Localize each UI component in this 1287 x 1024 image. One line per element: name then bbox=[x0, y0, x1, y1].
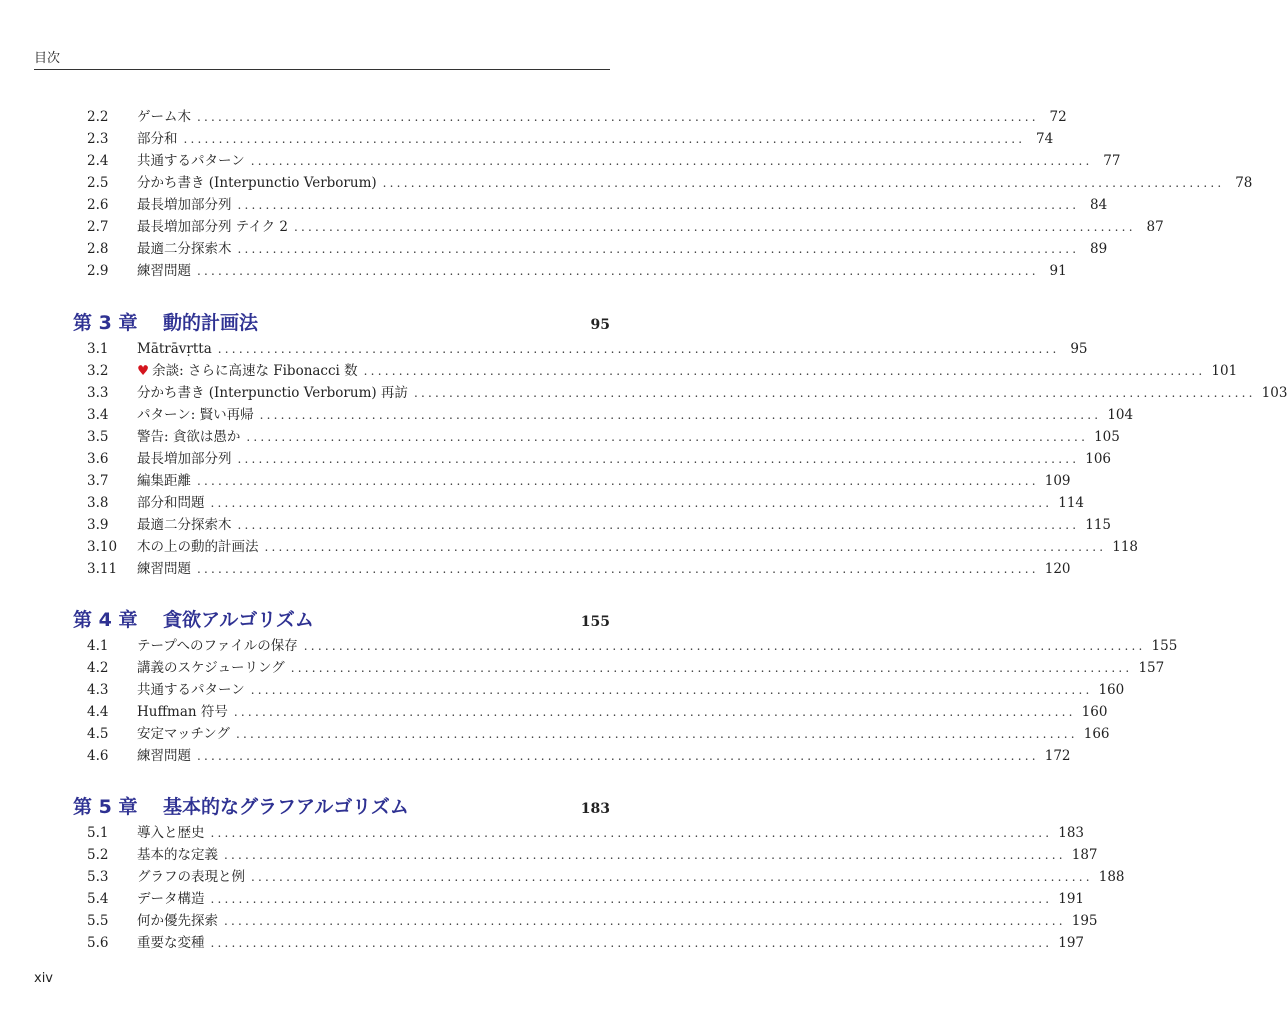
leader-dots: ........................................................................................................................ bbox=[197, 562, 1039, 576]
entry-number: 3.9 bbox=[87, 517, 109, 533]
entry-number: 5.6 bbox=[87, 935, 109, 951]
entry-number: 4.4 bbox=[87, 704, 109, 720]
entry-page: 166 bbox=[1083, 726, 1110, 742]
entry-number: 3.2 bbox=[87, 363, 109, 379]
entry-page: 157 bbox=[1138, 660, 1165, 676]
entry-title: 練習問題 bbox=[137, 561, 191, 577]
leader-dots: ........................................................................................................................ bbox=[197, 264, 1039, 278]
toc-entry[interactable] bbox=[87, 845, 1098, 865]
toc-entry[interactable] bbox=[87, 261, 1067, 281]
chapter-label: 第 5 章 bbox=[73, 796, 138, 818]
entry-page: 188 bbox=[1098, 869, 1125, 885]
entry-title: 警告: 貪欲は愚か bbox=[137, 429, 241, 445]
entry-title: 基本的な定義 bbox=[137, 847, 218, 863]
entry-page: 118 bbox=[1112, 539, 1139, 555]
entry-page: 172 bbox=[1044, 748, 1071, 764]
running-header: 目次 bbox=[34, 47, 610, 70]
chapter-heading[interactable] bbox=[73, 792, 610, 818]
leader-dots: ........................................................................................................................ bbox=[246, 430, 1089, 444]
entry-number: 3.6 bbox=[87, 451, 109, 467]
toc-entry[interactable] bbox=[87, 636, 1178, 656]
entry-page: 84 bbox=[1090, 197, 1108, 213]
leader-dots: ........................................................................................................................ bbox=[293, 220, 1136, 234]
toc-entry[interactable] bbox=[87, 889, 1085, 909]
entry-number: 3.8 bbox=[87, 495, 109, 511]
entry-page: 109 bbox=[1044, 473, 1071, 489]
entry-title: グラフの表現と例 bbox=[137, 869, 245, 885]
entry-number: 5.1 bbox=[87, 825, 109, 841]
leader-dots: ........................................................................................................................ bbox=[197, 110, 1039, 124]
toc-entry[interactable] bbox=[87, 471, 1071, 491]
entry-number: 4.5 bbox=[87, 726, 109, 742]
toc-entry[interactable] bbox=[87, 107, 1067, 127]
entry-page: 77 bbox=[1103, 153, 1121, 169]
leader-dots: ........................................................................................................................ bbox=[224, 914, 1066, 928]
entry-title: 部分和問題 bbox=[137, 495, 205, 511]
leader-dots: ........................................................................................................................ bbox=[363, 364, 1206, 378]
leader-dots: ........................................................................................................................ bbox=[237, 242, 1080, 256]
chapter-heading[interactable] bbox=[73, 605, 610, 631]
entry-page: 91 bbox=[1049, 263, 1067, 279]
toc-entry[interactable] bbox=[87, 537, 1139, 557]
entry-page: 104 bbox=[1107, 407, 1134, 423]
entry-page: 160 bbox=[1098, 682, 1125, 698]
leader-dots: ........................................................................................................................ bbox=[197, 474, 1039, 488]
entry-page: 197 bbox=[1058, 935, 1085, 951]
chapter-label: 第 3 章 bbox=[73, 312, 138, 334]
entry-number: 3.4 bbox=[87, 407, 109, 423]
entry-title: 講義のスケジューリング bbox=[137, 660, 285, 676]
chapter-page: 183 bbox=[580, 801, 610, 817]
leader-dots: ........................................................................................................................ bbox=[259, 408, 1102, 422]
toc-entry[interactable] bbox=[87, 933, 1085, 953]
entry-page: 74 bbox=[1036, 131, 1054, 147]
page-number: xiv bbox=[34, 971, 53, 986]
toc-entry[interactable] bbox=[87, 195, 1108, 215]
entry-number: 2.9 bbox=[87, 263, 109, 279]
entry-title: 最長増加部分列 テイク 2 bbox=[137, 219, 288, 235]
entry-number: 3.5 bbox=[87, 429, 109, 445]
entry-number: 4.1 bbox=[87, 638, 109, 654]
toc-entry[interactable] bbox=[87, 724, 1110, 744]
toc-entry[interactable] bbox=[87, 823, 1085, 843]
toc-entry[interactable] bbox=[87, 515, 1112, 535]
entry-title: 共通するパターン bbox=[137, 153, 245, 169]
entry-title: 練習問題 bbox=[137, 263, 191, 279]
leader-dots: ........................................................................................................................ bbox=[210, 826, 1053, 840]
toc-entry[interactable] bbox=[87, 361, 1238, 381]
chapter-heading[interactable] bbox=[73, 308, 610, 334]
toc-entry[interactable] bbox=[87, 405, 1134, 425]
toc-entry[interactable] bbox=[87, 559, 1071, 579]
toc-entry[interactable] bbox=[87, 680, 1125, 700]
toc-entry[interactable] bbox=[87, 217, 1164, 237]
entry-number: 2.4 bbox=[87, 153, 109, 169]
entry-page: 183 bbox=[1058, 825, 1085, 841]
entry-title: Mātrāvṛtta bbox=[137, 341, 212, 357]
entry-number: 2.3 bbox=[87, 131, 109, 147]
entry-page: 101 bbox=[1211, 363, 1238, 379]
entry-page: 78 bbox=[1235, 175, 1253, 191]
toc-entry[interactable] bbox=[87, 911, 1098, 931]
leader-dots: ........................................................................................................................ bbox=[237, 452, 1080, 466]
entry-number: 2.6 bbox=[87, 197, 109, 213]
leader-dots: ........................................................................................................................ bbox=[197, 749, 1039, 763]
entry-page: 114 bbox=[1058, 495, 1085, 511]
toc-entry[interactable] bbox=[87, 129, 1054, 149]
entry-title: テープへのファイルの保存 bbox=[137, 638, 298, 654]
leader-dots: ........................................................................................................................ bbox=[210, 496, 1053, 510]
chapter-label: 第 4 章 bbox=[73, 609, 138, 631]
entry-number: 2.7 bbox=[87, 219, 109, 235]
entry-page: 120 bbox=[1044, 561, 1071, 577]
entry-number: 4.6 bbox=[87, 748, 109, 764]
toc-entry[interactable] bbox=[87, 427, 1120, 447]
entry-page: 115 bbox=[1085, 517, 1112, 533]
leader-dots: ........................................................................................................................ bbox=[233, 705, 1076, 719]
leader-dots: ........................................................................................................................ bbox=[210, 936, 1053, 950]
entry-title: 最長増加部分列 bbox=[137, 451, 232, 467]
leader-dots: ........................................................................................................................ bbox=[236, 727, 1078, 741]
entry-title: 最長増加部分列 bbox=[137, 197, 232, 213]
entry-title: 分かち書き (Interpunctio Verborum) 再訪 bbox=[137, 385, 408, 401]
toc-entry[interactable] bbox=[87, 449, 1112, 469]
entry-number: 2.2 bbox=[87, 109, 109, 125]
entry-number: 3.7 bbox=[87, 473, 109, 489]
toc-entry[interactable] bbox=[87, 239, 1108, 259]
toc-entry[interactable] bbox=[87, 658, 1165, 678]
entry-page: 191 bbox=[1058, 891, 1085, 907]
leader-dots: ........................................................................................................................ bbox=[303, 639, 1146, 653]
entry-number: 3.11 bbox=[87, 561, 118, 577]
entry-title: 最適二分探索木 bbox=[137, 517, 232, 533]
entry-page: 187 bbox=[1071, 847, 1098, 863]
entry-title: 何か優先探索 bbox=[137, 913, 218, 929]
toc-entry[interactable] bbox=[87, 151, 1121, 171]
entry-title: 編集距離 bbox=[137, 473, 191, 489]
leader-dots: ........................................................................................................................ bbox=[382, 176, 1225, 190]
toc-entry[interactable] bbox=[87, 867, 1125, 887]
entry-number: 2.5 bbox=[87, 175, 109, 191]
chapter-title: 動的計画法 bbox=[163, 312, 259, 334]
entry-page: 155 bbox=[1151, 638, 1178, 654]
leader-dots: ........................................................................................................................ bbox=[217, 342, 1060, 356]
entry-title: 安定マッチング bbox=[137, 726, 231, 742]
toc-entry[interactable] bbox=[87, 383, 1287, 403]
leader-dots: ........................................................................................................................ bbox=[251, 870, 1093, 884]
leader-dots: ........................................................................................................................ bbox=[290, 661, 1133, 675]
leader-dots: ........................................................................................................................ bbox=[237, 198, 1080, 212]
entry-page: 105 bbox=[1094, 429, 1120, 445]
entry-number: 5.5 bbox=[87, 913, 109, 929]
entry-page: 160 bbox=[1081, 704, 1108, 720]
heart-icon: ♥ bbox=[137, 363, 150, 379]
entry-page: 72 bbox=[1049, 109, 1067, 125]
leader-dots: ........................................................................................................................ bbox=[210, 892, 1053, 906]
entry-title: ゲーム木 bbox=[137, 109, 191, 125]
entry-title: データ構造 bbox=[137, 891, 205, 907]
leader-dots: ........................................................................................................................ bbox=[250, 683, 1093, 697]
toc-entry[interactable] bbox=[87, 702, 1108, 722]
entry-title: 部分和 bbox=[137, 131, 178, 147]
chapter-title: 貪欲アルゴリズム bbox=[163, 609, 314, 631]
entry-title: 共通するパターン bbox=[137, 682, 245, 698]
entry-title: 重要な変種 bbox=[137, 935, 205, 951]
chapter-page: 95 bbox=[590, 317, 610, 333]
entry-title: 練習問題 bbox=[137, 748, 191, 764]
entry-number: 5.2 bbox=[87, 847, 109, 863]
entry-number: 3.10 bbox=[87, 539, 118, 555]
entry-number: 3.3 bbox=[87, 385, 109, 401]
entry-title: パターン: 賢い再帰 bbox=[137, 407, 254, 423]
entry-number: 5.3 bbox=[87, 869, 109, 885]
entry-number: 3.1 bbox=[87, 341, 109, 357]
entry-number: 5.4 bbox=[87, 891, 109, 907]
entry-number: 4.3 bbox=[87, 682, 109, 698]
leader-dots: ........................................................................................................................ bbox=[264, 540, 1107, 554]
entry-title: Huffman 符号 bbox=[137, 704, 228, 720]
leader-dots: ........................................................................................................................ bbox=[413, 386, 1256, 400]
entry-page: 87 bbox=[1146, 219, 1164, 235]
entry-title: 導入と歴史 bbox=[137, 825, 205, 841]
entry-title: 木の上の動的計画法 bbox=[137, 539, 259, 555]
toc-entry[interactable] bbox=[87, 173, 1253, 193]
entry-title: 分かち書き (Interpunctio Verborum) bbox=[137, 175, 377, 191]
chapter-page: 155 bbox=[580, 614, 610, 630]
toc-entry[interactable] bbox=[87, 746, 1071, 766]
entry-page: 103 bbox=[1261, 385, 1287, 401]
entry-page: 95 bbox=[1070, 341, 1088, 357]
entry-number: 2.8 bbox=[87, 241, 109, 257]
chapter-title: 基本的なグラフアルゴリズム bbox=[163, 796, 409, 818]
entry-page: 89 bbox=[1090, 241, 1108, 257]
leader-dots: ........................................................................................................................ bbox=[183, 132, 1026, 146]
entry-title: 余談: さらに高速な Fibonacci 数 bbox=[152, 363, 358, 379]
toc-entry[interactable] bbox=[87, 339, 1088, 359]
entry-page: 195 bbox=[1071, 913, 1098, 929]
entry-number: 4.2 bbox=[87, 660, 109, 676]
leader-dots: ........................................................................................................................ bbox=[237, 518, 1080, 532]
entry-page: 106 bbox=[1085, 451, 1112, 467]
leader-dots: ........................................................................................................................ bbox=[250, 154, 1093, 168]
entry-title: 最適二分探索木 bbox=[137, 241, 232, 257]
leader-dots: ........................................................................................................................ bbox=[224, 848, 1066, 862]
toc-entry[interactable] bbox=[87, 493, 1085, 513]
